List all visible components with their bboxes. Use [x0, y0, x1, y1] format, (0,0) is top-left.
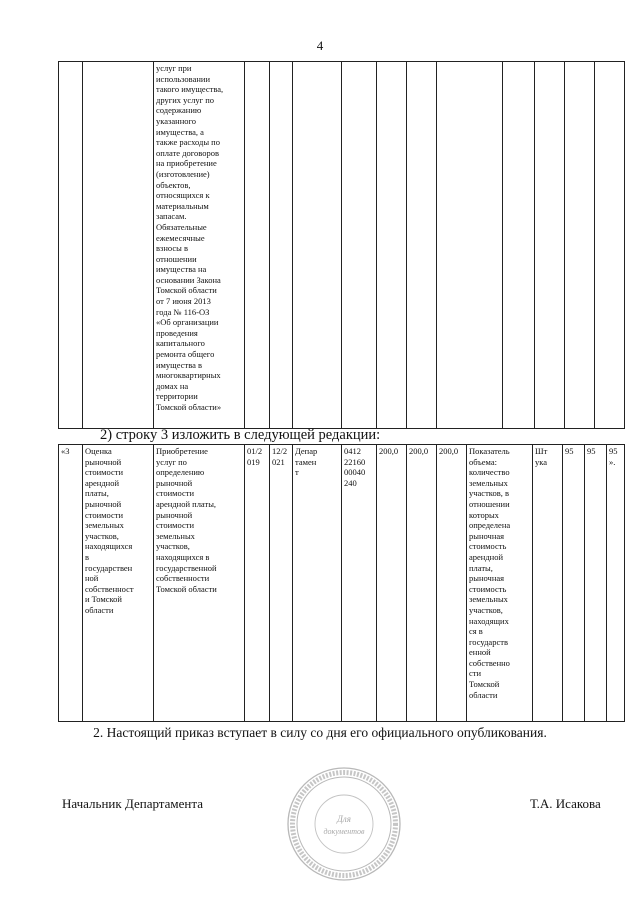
text-line: материальным	[156, 200, 209, 211]
text-line: ной	[85, 573, 99, 584]
text-line: земельных	[469, 594, 508, 605]
order-effective-text: 2. Настоящий приказ вступает в силу со дня его официального опубликования.	[93, 725, 547, 740]
text-line: имущества, а	[156, 126, 204, 137]
signer-title: Начальник Департамента	[62, 796, 203, 811]
value-2: 95	[585, 445, 607, 722]
cell-end	[270, 62, 293, 429]
text-line: (изготовление)	[156, 168, 210, 179]
text-line: услуг при	[156, 63, 192, 73]
text-line: рыночной	[156, 509, 193, 520]
text-line: капитального	[156, 338, 205, 349]
text-line: рыночной	[156, 477, 193, 488]
text-line: 00040	[344, 467, 366, 478]
cell-indicator	[437, 62, 503, 429]
text-line: Томской области»	[156, 402, 222, 412]
text-line: отношении	[156, 253, 197, 264]
cell-value-2	[565, 62, 595, 429]
text-line: земельных	[85, 520, 124, 531]
text-line: платы,	[469, 562, 493, 573]
text-line: основании Закона	[156, 274, 221, 285]
text-line: области	[469, 689, 498, 700]
text-line: указанного	[156, 115, 197, 126]
amount-3: 200,0	[437, 445, 467, 722]
service-name	[83, 445, 154, 722]
text-line: Депар	[295, 446, 318, 456]
amendment-instruction: 2) строку 3 изложить в следующей редакции:	[100, 427, 381, 443]
text-line: рыночная	[469, 530, 505, 541]
text-line: других услуг по	[156, 94, 215, 105]
unit	[533, 445, 563, 722]
text-line: содержанию	[156, 105, 202, 116]
cell-amount-1	[377, 62, 407, 429]
text-line: участков,	[469, 604, 503, 615]
cell-start	[245, 62, 270, 429]
cell-amount-2	[407, 62, 437, 429]
indicator	[467, 445, 533, 722]
text-line: от 7 июня 2013	[156, 296, 211, 307]
text-line: 95	[609, 446, 618, 456]
text-line: 22160	[344, 456, 366, 467]
text-line: государствен	[85, 562, 133, 573]
text-line: 021	[272, 456, 285, 467]
end-date	[270, 445, 293, 722]
text-line: Томской области	[156, 583, 217, 594]
text-line: отношении	[469, 498, 510, 509]
cell-purpose	[154, 62, 245, 429]
stamp-text-top: Для	[337, 814, 351, 824]
text-line: имущества в	[156, 359, 203, 370]
text-line: стоимость	[469, 541, 507, 552]
text-line: ся в	[469, 626, 483, 637]
text-line: рыночной	[85, 498, 122, 509]
text-line: услуг по	[156, 456, 187, 467]
text-line: Томской	[469, 679, 500, 690]
text-line: ремонта общего	[156, 349, 215, 360]
text-line: арендной платы,	[156, 498, 217, 509]
text-line: стоимости	[85, 467, 124, 478]
text-line: использовании	[156, 73, 211, 84]
text-line: собственност	[85, 583, 134, 594]
text-line: участков,	[156, 541, 190, 552]
text-line: стоимости	[85, 509, 124, 520]
row-number: «3	[59, 445, 83, 722]
text-line: ука	[535, 456, 548, 467]
text-line: оплате договоров	[156, 147, 220, 158]
row-3-table	[58, 444, 625, 722]
text-line: стоимость	[469, 583, 507, 594]
stamp-seal	[284, 764, 404, 884]
text-line: 01/2	[247, 446, 263, 456]
text-line: Показатель	[469, 446, 510, 456]
text-line: области	[85, 604, 114, 615]
value-3	[607, 445, 625, 722]
text-line: тамен	[295, 456, 317, 467]
text-line: енной	[469, 647, 491, 658]
text-line: государственной	[156, 562, 217, 573]
text-line: территории	[156, 391, 198, 402]
text-line: находящихся	[85, 541, 133, 552]
text-line: Обязательные	[156, 221, 207, 232]
service-purpose	[154, 445, 245, 722]
text-line: Приобретение	[156, 446, 208, 456]
department	[293, 445, 342, 722]
stamp-text-bottom: документов	[323, 827, 365, 836]
text-line: относящихся к	[156, 190, 210, 201]
budget-code	[342, 445, 377, 722]
text-line: имущества на	[156, 264, 207, 275]
text-line: сти	[469, 668, 482, 679]
text-line: платы,	[85, 488, 109, 499]
text-line: в	[85, 551, 90, 562]
text-line: собственности	[156, 573, 210, 584]
text-line: Томской области	[156, 285, 217, 296]
cell-num	[59, 62, 83, 429]
text-line: объектов,	[156, 179, 191, 190]
text-line: проведения	[156, 327, 198, 338]
text-line: на приобретение	[156, 158, 217, 169]
signer-name: Т.А. Исакова	[530, 796, 601, 811]
text-line: находящихся в	[156, 551, 210, 562]
text-line: 240	[344, 477, 357, 488]
text-line: земельных	[156, 530, 195, 541]
text-line: арендной	[469, 551, 504, 562]
text-line: также расходы по	[156, 137, 220, 148]
text-line: арендной	[85, 477, 120, 488]
text-line: запасам.	[156, 211, 187, 222]
text-line: 12/2	[272, 446, 288, 456]
cell-value-3	[595, 62, 625, 429]
page-number: 4	[316, 38, 324, 53]
text-line: 0412	[344, 446, 361, 456]
text-line: и Томской	[85, 594, 122, 605]
text-line: участков,	[85, 530, 119, 541]
cell-name	[83, 62, 154, 429]
text-line: рыночной	[85, 456, 122, 467]
text-line: стоимости	[156, 520, 195, 531]
text-line: рыночная	[469, 573, 505, 584]
start-date	[245, 445, 270, 722]
text-line: определена	[469, 520, 511, 531]
text-line: года № 116-ОЗ	[156, 306, 210, 317]
text-line: ежемесячные	[156, 232, 205, 243]
amount-2: 200,0	[407, 445, 437, 722]
text-line: Оценка	[85, 446, 112, 456]
text-line: объема:	[469, 456, 497, 467]
cell-code	[342, 62, 377, 429]
text-line: собственно	[469, 657, 510, 668]
text-line: которых	[469, 509, 499, 520]
text-line: взносы в	[156, 243, 189, 254]
text-line: Шт	[535, 446, 548, 456]
text-line: такого имущества,	[156, 84, 224, 95]
cell-unit	[503, 62, 535, 429]
text-line: домах на	[156, 380, 189, 391]
value-1: 95	[563, 445, 585, 722]
text-line: «Об организации	[156, 317, 219, 328]
cell-value-1	[535, 62, 565, 429]
text-line: многоквартирных	[156, 370, 221, 381]
purpose-text	[156, 63, 242, 413]
text-line: т	[295, 467, 299, 478]
text-line: участков, в	[469, 488, 510, 499]
text-line: государств	[469, 636, 508, 647]
text-line: ».	[609, 456, 616, 467]
text-line: земельных	[469, 477, 508, 488]
cell-dept	[293, 62, 342, 429]
text-line: количество	[469, 467, 510, 478]
amount-1: 200,0	[377, 445, 407, 722]
continued-table	[58, 61, 625, 429]
text-line: 019	[247, 456, 260, 467]
text-line: стоимости	[156, 488, 195, 499]
text-line: определению	[156, 467, 205, 478]
text-line: находящих	[469, 615, 509, 626]
